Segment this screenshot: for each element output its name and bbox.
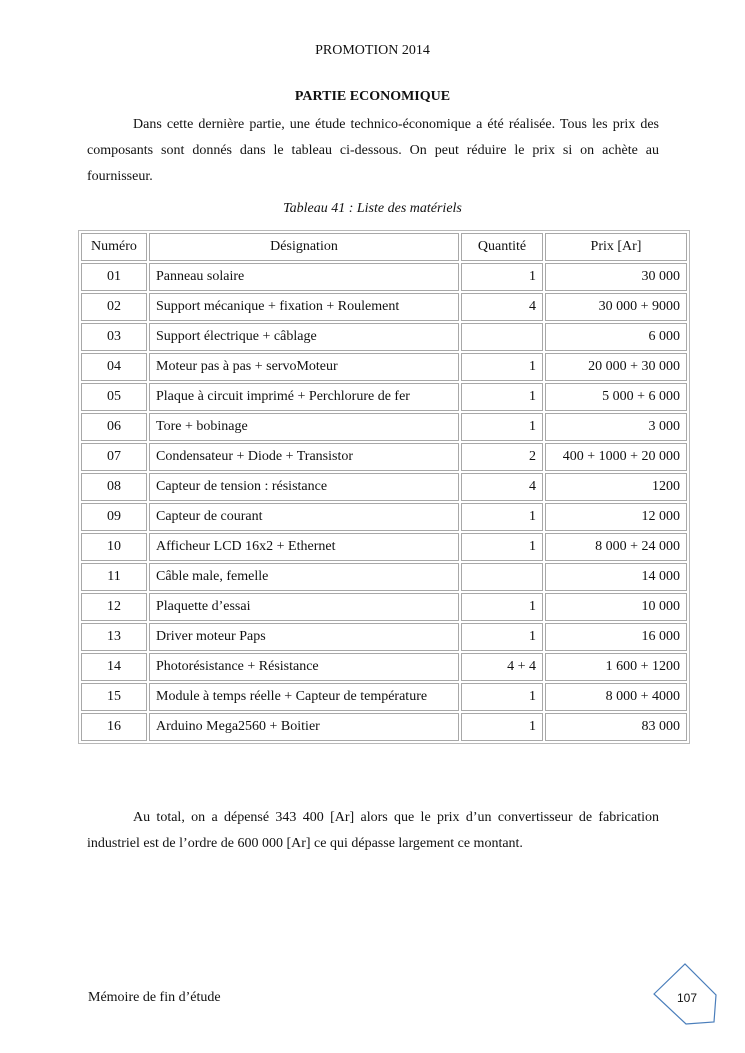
cell-designation: Plaquette d’essai [149,593,459,621]
intro-paragraph [87,112,659,190]
cell-designation: Support mécanique + fixation + Roulement [149,293,459,321]
section-title: PARTIE ECONOMIQUE [294,89,451,104]
table-row [81,533,687,561]
cell-numero: 03 [81,323,147,351]
cell-prix: 14 000 [545,563,687,591]
cell-numero: 07 [81,443,147,471]
table-row [81,683,687,711]
conclusion-paragraph [87,805,659,857]
table-row [81,653,687,681]
cell-prix: 30 000 [545,263,687,291]
table-row [81,383,687,411]
cell-numero: 13 [81,623,147,651]
cell-prix: 12 000 [545,503,687,531]
cell-prix: 1200 [545,473,687,501]
cell-designation: Condensateur + Diode + Transistor [149,443,459,471]
table-row [81,353,687,381]
cell-numero: 10 [81,533,147,561]
cell-designation: Moteur pas à pas + servoMoteur [149,353,459,381]
cell-quantite: 2 [461,443,543,471]
cell-prix: 6 000 [545,323,687,351]
cell-numero: 04 [81,353,147,381]
cell-quantite [461,323,543,351]
cell-prix: 83 000 [545,713,687,741]
column-header-prix: Prix [Ar] [545,233,687,261]
cell-quantite: 1 [461,263,543,291]
table-row [81,503,687,531]
cell-numero: 01 [81,263,147,291]
materials-table [78,230,690,744]
cell-quantite: 1 [461,353,543,381]
cell-designation: Panneau solaire [149,263,459,291]
table-row [81,323,687,351]
cell-quantite: 4 [461,473,543,501]
column-header-numero: Numéro [81,233,147,261]
cell-prix: 400 + 1000 + 20 000 [545,443,687,471]
cell-prix: 30 000 + 9000 [545,293,687,321]
cell-designation: Câble male, femelle [149,563,459,591]
cell-numero: 08 [81,473,147,501]
cell-numero: 15 [81,683,147,711]
table-row [81,713,687,741]
cell-quantite [461,563,543,591]
cell-prix: 8 000 + 24 000 [545,533,687,561]
cell-quantite: 1 [461,533,543,561]
cell-quantite: 4 + 4 [461,653,543,681]
table-row [81,263,687,291]
cell-quantite: 1 [461,623,543,651]
cell-numero: 14 [81,653,147,681]
cell-numero: 05 [81,383,147,411]
table-row [81,413,687,441]
page-footer: Mémoire de fin d’étude [88,990,221,1005]
cell-quantite: 1 [461,683,543,711]
cell-quantite: 1 [461,413,543,441]
cell-numero: 12 [81,593,147,621]
cell-designation: Support électrique + câblage [149,323,459,351]
cell-quantite: 1 [461,713,543,741]
cell-prix: 3 000 [545,413,687,441]
cell-prix: 8 000 + 4000 [545,683,687,711]
table-body [81,263,687,741]
conclusion-paragraph-text: Au total, on a dépensé 343 400 [Ar] alors que le prix d’un convertisseur de fabrication industriel est de l’ordre de 600 000 [Ar] ce qui dépasse largement ce montant. [87,810,659,851]
cell-quantite: 1 [461,593,543,621]
cell-prix: 10 000 [545,593,687,621]
page-header: PROMOTION 2014 [315,43,430,58]
cell-designation: Afficheur LCD 16x2 + Ethernet [149,533,459,561]
cell-quantite: 4 [461,293,543,321]
cell-designation: Photorésistance + Résistance [149,653,459,681]
cell-numero: 02 [81,293,147,321]
table-row [81,293,687,321]
table-row [81,473,687,501]
table-row [81,443,687,471]
column-header-designation: Désignation [149,233,459,261]
cell-designation: Arduino Mega2560 + Boitier [149,713,459,741]
table-row [81,593,687,621]
table-row [81,623,687,651]
table-header-row [81,233,687,261]
cell-quantite: 1 [461,503,543,531]
cell-designation: Capteur de courant [149,503,459,531]
cell-prix: 16 000 [545,623,687,651]
cell-quantite: 1 [461,383,543,411]
cell-prix: 5 000 + 6 000 [545,383,687,411]
cell-numero: 09 [81,503,147,531]
column-header-quantite: Quantité [461,233,543,261]
cell-designation: Module à temps réelle + Capteur de température [149,683,459,711]
cell-numero: 06 [81,413,147,441]
cell-prix: 20 000 + 30 000 [545,353,687,381]
intro-paragraph-text: Dans cette dernière partie, une étude technico-économique a été réalisée. Tous les prix des composants sont donnés dans le tableau ci-dessous. On peut réduire le prix si on achète au fournisseur. [87,117,659,184]
cell-numero: 11 [81,563,147,591]
cell-designation: Plaque à circuit imprimé + Perchlorure de fer [149,383,459,411]
page-number: 107 [676,991,698,1005]
cell-designation: Capteur de tension : résistance [149,473,459,501]
table-caption: Tableau 41 : Liste des matériels [283,201,462,216]
cell-prix: 1 600 + 1200 [545,653,687,681]
cell-designation: Tore + bobinage [149,413,459,441]
cell-designation: Driver moteur Paps [149,623,459,651]
table-row [81,563,687,591]
cell-numero: 16 [81,713,147,741]
